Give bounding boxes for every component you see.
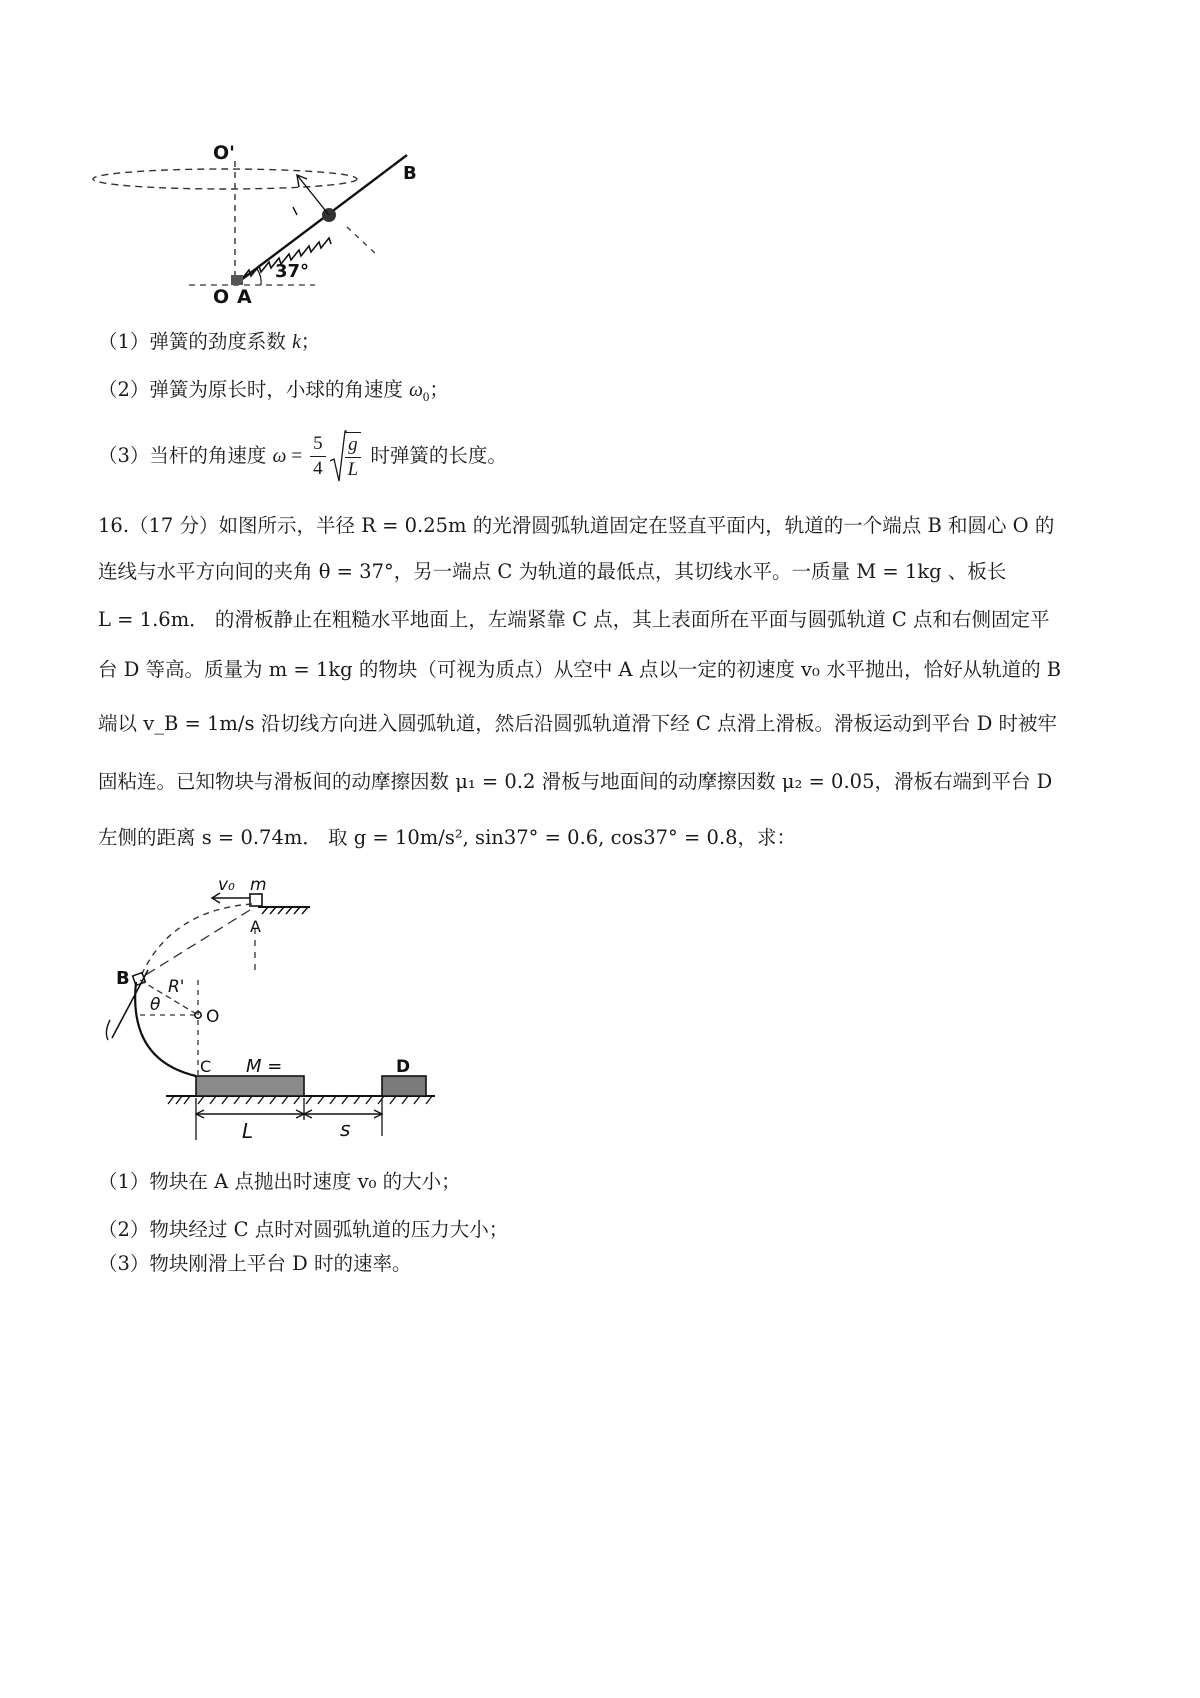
q15-sub3: （3）当杆的角速度 ω = $\frac{5}{4}$ $\frac{g}{L}$ 时弹簧的长度。 (98, 428, 1118, 488)
label-s: s (340, 1117, 351, 1141)
label-o-bottom: O (213, 286, 230, 308)
label-m: m (250, 875, 267, 895)
pivot-block (231, 275, 243, 285)
q15-sub1: （1）弹簧的劲度系数 k； (98, 330, 321, 353)
q16-line5: 端以 v_B = 1m/s 沿切线方向进入圆弧轨道，然后沿圆弧轨道滑下经 C 点滑上滑板。滑板运动到平台 D 时被牢 (98, 712, 1058, 735)
platform-d (382, 1076, 426, 1096)
q16-line3: L = 1.6m． 的滑板静止在粗糙水平地面上，左端紧靠 C 点，其上表面所在平面与圆弧轨道 C 点和右侧固定平 (98, 608, 1050, 631)
q16-line6: 固粘连。已知物块与滑板间的动摩擦因数 μ₁ = 0.2 滑板与地面间的动摩擦因数 μ₂ = 0.05，滑板右端到平台 D (98, 770, 1053, 793)
label-b: B (116, 968, 130, 989)
q16-line2: 连线与水平方向间的夹角 θ = 37°，另一端点 C 为轨道的最低点，其切线水平。一质量 M = 1kg 、板长 (98, 560, 1007, 583)
label-v0: v₀ (218, 875, 235, 895)
label-c: C (200, 1057, 212, 1076)
rod-ab (237, 155, 407, 283)
label-o: O (206, 1007, 220, 1027)
board-m (196, 1076, 304, 1096)
sqrt-g-over-l: $\frac{g}{L}$ (329, 429, 365, 485)
q16-sub3: （3）物块刚滑上平台 D 时的速率。 (98, 1252, 412, 1275)
chord-dash (144, 910, 250, 976)
q16-sub2: （2）物块经过 C 点时对圆弧轨道的压力大小； (98, 1218, 509, 1241)
tick-mark (293, 207, 297, 215)
label-angle: 37° (275, 261, 310, 282)
extension-dash (347, 227, 377, 255)
label-r: R' (168, 977, 185, 997)
force-line (297, 175, 329, 215)
ground-hatch (168, 1096, 432, 1104)
tangent-stub (106, 1020, 110, 1040)
label-d: D (396, 1057, 411, 1077)
q16-line7: 左侧的距离 s = 0.74m． 取 g = 10m/s², sin37° = 0.6, cos37° = 0.8，求： (98, 826, 797, 849)
q16-line1: 16.（17 分）如图所示，半径 R = 0.25m 的光滑圆弧轨道固定在竖直平面内，轨道的一个端点 B 和圆心 O 的 (98, 514, 1055, 537)
label-b: B (403, 163, 417, 184)
track-board-figure (100, 870, 480, 1170)
label-theta: θ (150, 995, 161, 1015)
top-ledge-hatch (262, 907, 308, 914)
q15-sub2: （2）弹簧为原长时，小球的角速度 $\omega_0$； (98, 378, 449, 404)
q16-sub1: （1）物块在 A 点抛出时速度 v₀ 的大小； (98, 1170, 461, 1193)
label-o-top: O' (213, 142, 235, 164)
rod-spring-figure (85, 135, 445, 335)
trajectory (140, 904, 252, 978)
label-a: A (237, 286, 252, 308)
fraction-5-4: $\frac{5}{4}$ (310, 432, 326, 481)
label-mm: M = (246, 1056, 283, 1077)
q16-line4: 台 D 等高。质量为 m = 1kg 的物块（可视为质点）从空中 A 点以一定的初速度 v₀ 水平抛出，恰好从轨道的 B (98, 658, 1062, 681)
label-a: A (250, 917, 261, 936)
rotation-path-ellipse (93, 169, 357, 189)
label-l: L (242, 1119, 254, 1143)
